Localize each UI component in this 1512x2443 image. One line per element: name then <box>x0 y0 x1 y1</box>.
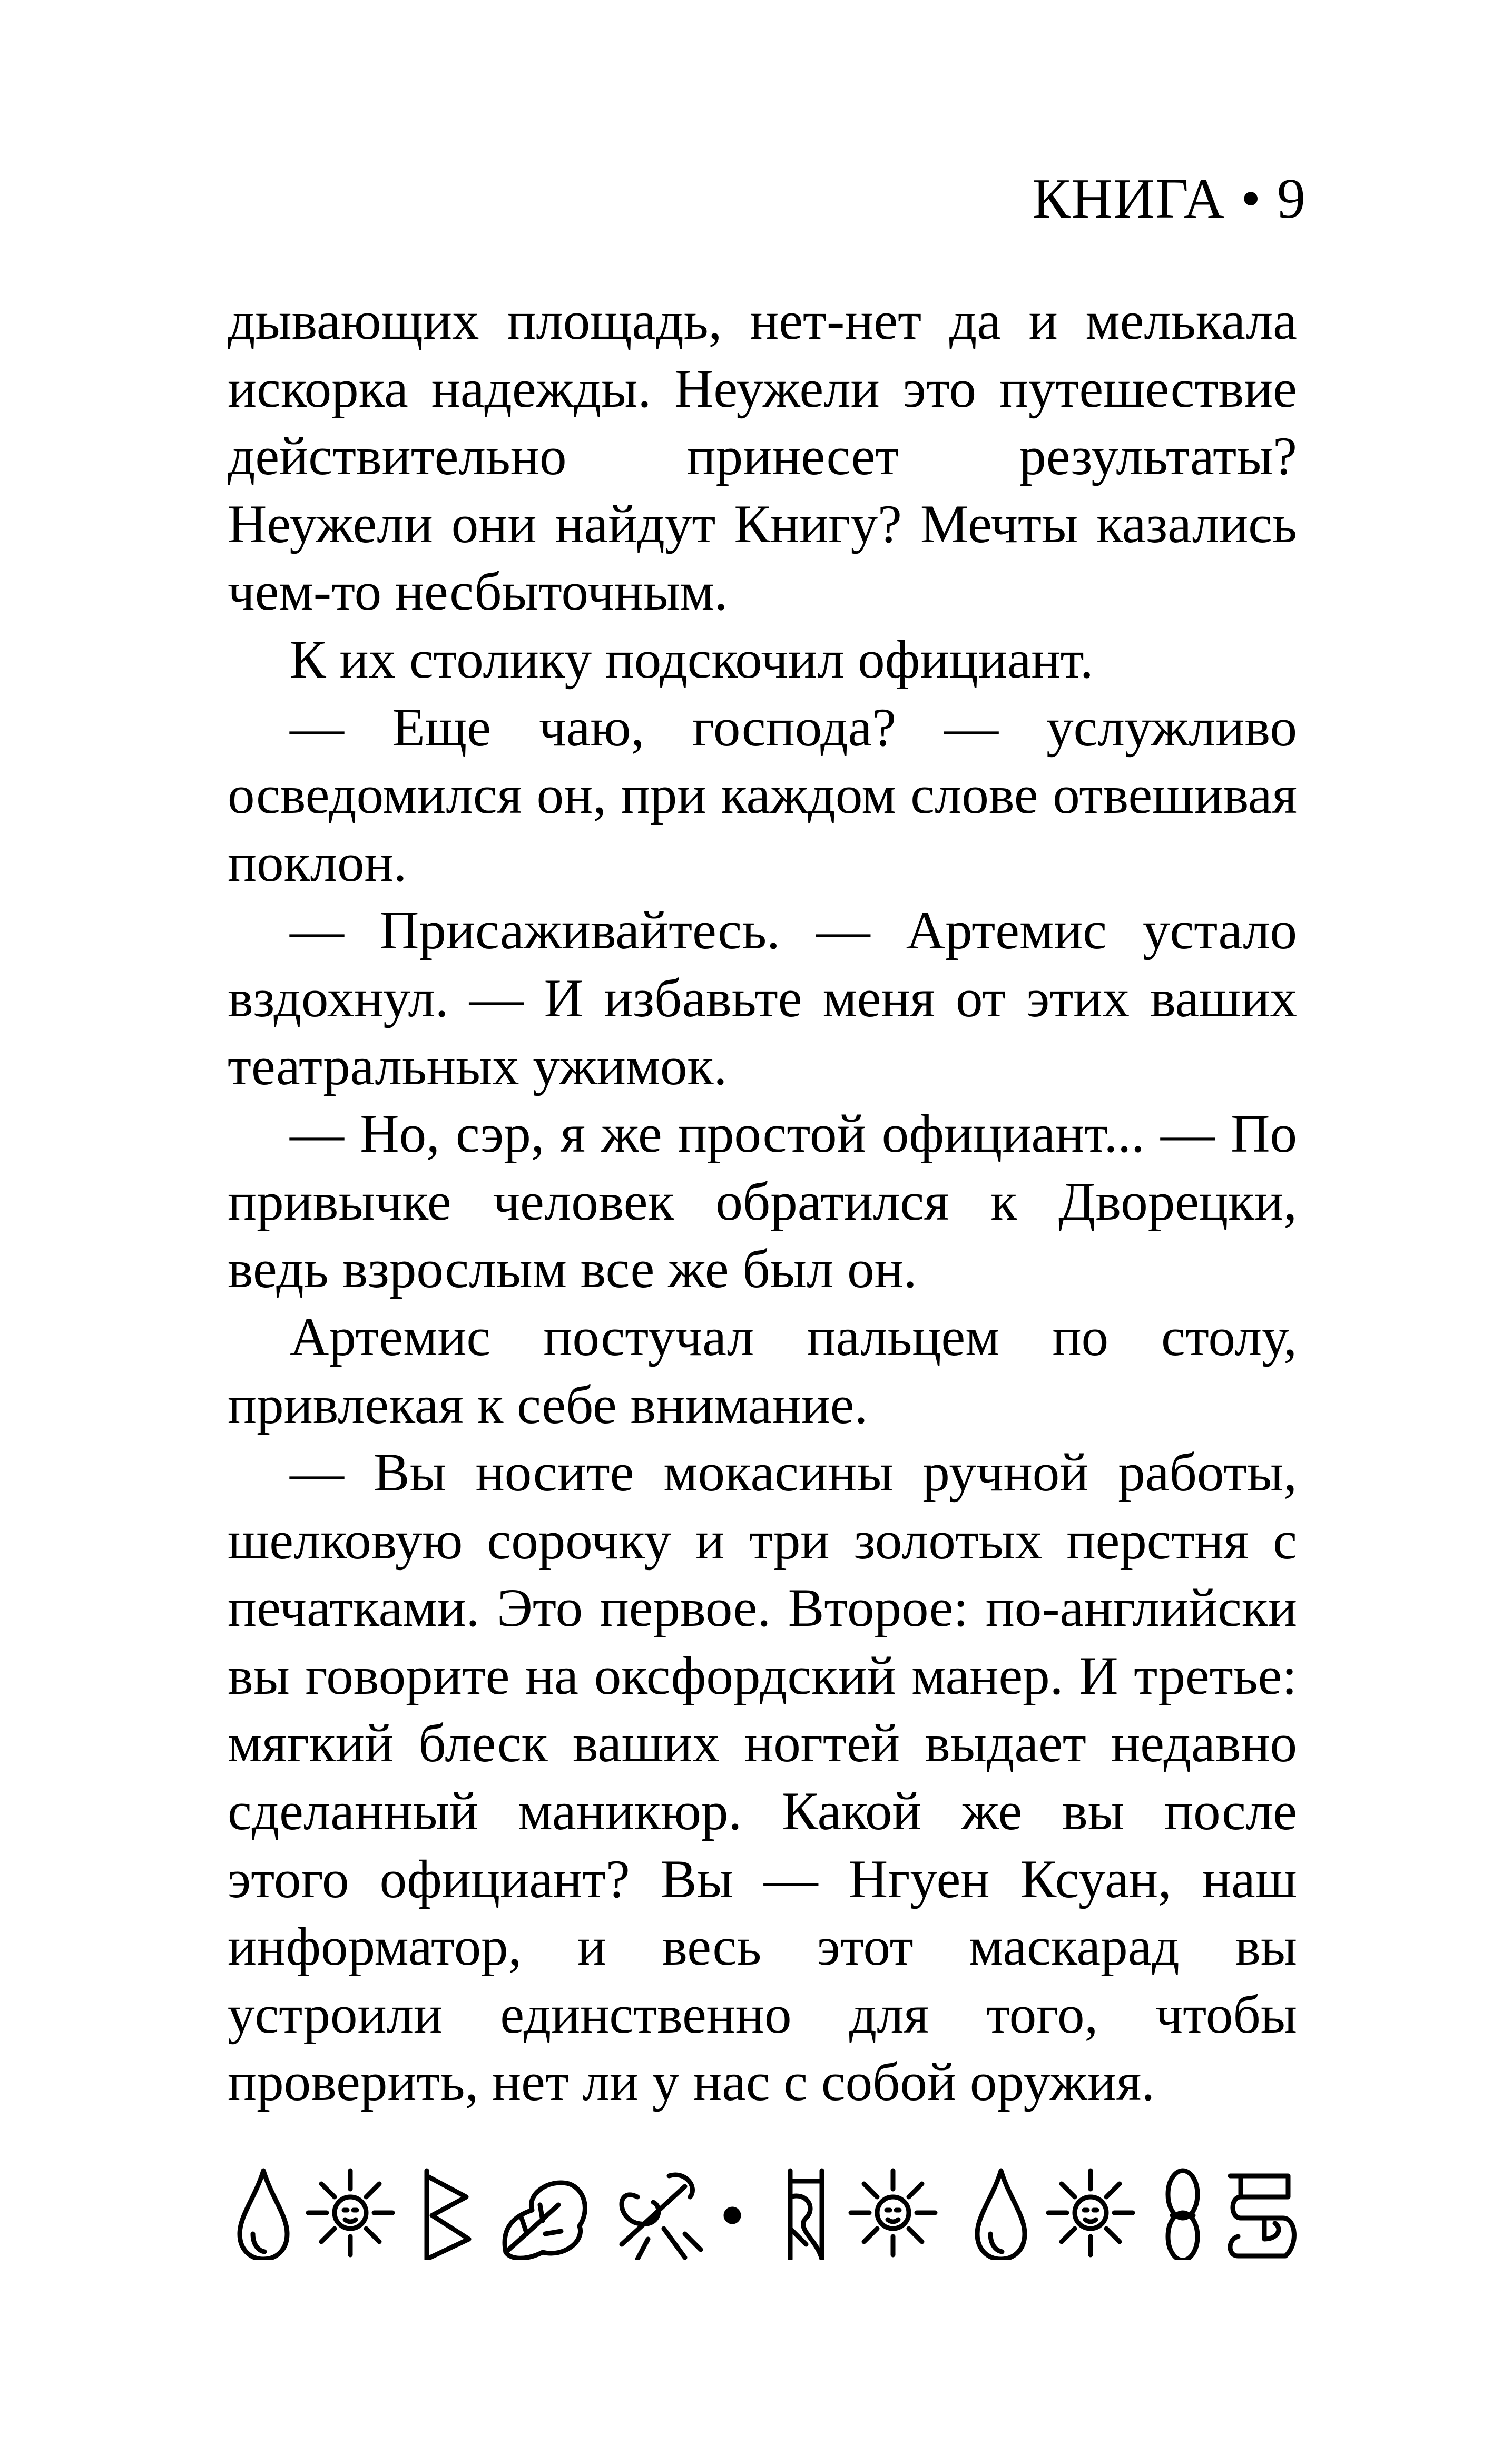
sun-glyph-icon <box>308 2171 392 2255</box>
sun-glyph-icon <box>851 2171 935 2255</box>
leaf-glyph-icon <box>505 2183 585 2258</box>
paragraph-7: — Вы носите мокасины ручной работы, шелковую сорочку и три золотых перстня с печатками. Это первое. Второе: по-английски вы говорите на оксфордский манер. И третье: мягкий блеск ваших ногтей выдает недавно сделанный маникюр. Какой же вы после этого официант? Вы — Нгуен Ксуан, наш информатор, и весь этот маскарад вы устроили единственно для того, чтобы проверить, нет ли у нас с собой оружия. <box>228 1443 1297 2113</box>
page-number: 9 <box>1277 168 1307 230</box>
glyph-ornament-row <box>221 2160 1307 2260</box>
paragraph-3: — Еще чаю, господа? — услужливо осведомился он, при каждом слове отвешивая поклон. <box>228 697 1297 893</box>
sun-glyph-icon <box>1048 2171 1133 2255</box>
running-head-bullet: • <box>1241 168 1262 230</box>
bug-glyph-icon <box>622 2175 701 2259</box>
drop-glyph-icon <box>977 2171 1025 2259</box>
running-head <box>1032 168 1307 231</box>
paragraph-4: — Присаживайтесь. — Артемис устало вздохнул. — И избавьте меня от этих ваших театральных ужимок. <box>228 900 1297 1096</box>
knot-glyph-icon <box>1230 2176 1294 2256</box>
paragraph-6: Артемис постучал пальцем по столу, привлекая к себе внимание. <box>228 1307 1297 1435</box>
paragraph-2: К их столику подскочил официант. <box>290 629 1094 690</box>
dot-glyph-icon <box>726 2209 739 2222</box>
figure-glyph-icon <box>790 2171 822 2259</box>
rune-glyph-icon <box>427 2171 469 2259</box>
running-head-title: КНИГА <box>1032 168 1226 230</box>
paragraph-5: — Но, сэр, я же простой официант... — По привычке человек обратился к Дворецки, ведь взрослым все же был он. <box>228 1104 1297 1300</box>
drop-glyph-icon <box>240 2171 287 2259</box>
paragraph-1: дывающих площадь, нет-нет да и мелькала искорка надежды. Неужели это путешествие действительно принесет результаты? Неужели они найдут Книгу? Мечты казались чем-то несбыточным. <box>228 291 1297 622</box>
link-glyph-icon <box>1168 2171 1197 2260</box>
body-text <box>228 287 1297 2116</box>
